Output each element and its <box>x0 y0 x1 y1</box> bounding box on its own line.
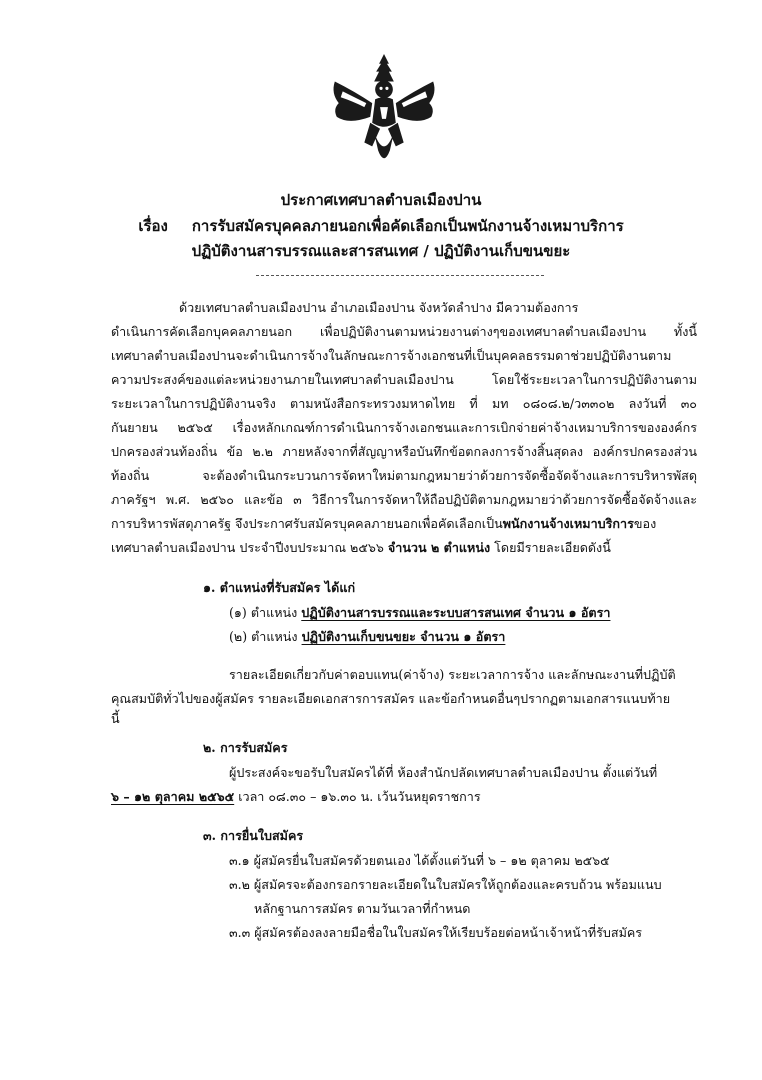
intro-line-4: ความประสงค์ของแต่ละหน่วยงานภายในเทศบาลตำบลเมืองปาน โดยใช้ระยะเวลาในการปฏิบัติงานตาม <box>111 372 697 387</box>
intro-line-11 <box>111 538 611 558</box>
intro-line-11-text: เทศบาลตำบลเมืองปาน ประจำปีงบประมาณ ๒๕๖๖ <box>111 540 388 555</box>
position-item-2-title: ปฏิบัติงานเก็บขนขยะ จำนวน ๑ อัตรา <box>301 629 506 644</box>
intro-line-6: กันยายน ๒๕๖๕ เรื่องหลักเกณฑ์การดำเนินการจ้างเอกชนและการเบิกจ่ายค่าจ้างเหมาบริการขององค์กร <box>111 420 697 435</box>
position-item-1-prefix: (๑) ตำแหน่ง <box>229 605 302 620</box>
intro-line-11-end: โดยมีรายละเอียดดังนี้ <box>490 540 611 555</box>
position-item-1-title: ปฏิบัติงานสารบรรณและระบบสารสนเทศ จำนวน ๑ อัตรา <box>301 605 611 620</box>
position-item-2 <box>229 627 505 647</box>
intro-line-9: ภาครัฐฯ พ.ศ. ๒๕๖๐ และข้อ ๓ วิธีการในการจัดหาให้ถือปฏิบัติตามกฎหมายว่าด้วยการจัดซื้อจัดจ้างและ <box>111 492 697 507</box>
details-line-2: คุณสมบัติทั่วไปของผู้สมัคร รายละเอียดเอกสารการสมัคร และข้อกำหนดอื่นๆปรากฏตามเอกสารแนบท้าย <box>111 691 671 706</box>
intro-line-10-end: ของ <box>633 516 657 531</box>
garuda-emblem-icon <box>325 52 443 170</box>
application-date-range: ๖ – ๑๒ ตุลาคม ๒๕๖๕ <box>111 789 235 804</box>
section-1-heading: ๑. ตำแหน่งที่รับสมัคร ได้แก่ <box>203 580 356 595</box>
section-2-line-2 <box>111 787 481 807</box>
subject-text: การรับสมัครบุคคลภายนอกเพื่อคัดเลือกเป็นพนักงานจ้างเหมาบริการ <box>191 217 624 235</box>
intro-line-7: ปกครองส่วนท้องถิ่น ข้อ ๒.๒ ภายหลังจากที่สัญญาหรือบันทึกข้อตกลงการจ้างสิ้นสุดลง องค์กรปกครองส่วน <box>111 444 697 459</box>
position-item-2-prefix: (๒) ตำแหน่ง <box>229 629 302 644</box>
intro-line-8: ท้องถิ่น จะต้องดำเนินกระบวนการจัดหาใหม่ตามกฎหมายว่าด้วยการจัดซื้อจัดจ้างและการบริหารพัสดุ <box>111 468 697 483</box>
intro-line-2: ดำเนินการคัดเลือกบุคคลภายนอก เพื่อปฏิบัติงานตามหน่วยงานต่างๆของเทศบาลตำบลเมืองปาน ทั้งนี้ <box>111 324 697 339</box>
section-3-item-2-cont: หลักฐานการสมัคร ตามวันเวลาที่กำหนด <box>254 901 471 916</box>
intro-line-10-emphasis: พนักงานจ้างเหมาบริการ <box>502 516 634 531</box>
subject-line <box>0 216 762 236</box>
section-3-item-3: ๓.๓ ผู้สมัครต้องลงลายมือชื่อในใบสมัครให้เรียบร้อยต่อหน้าเจ้าหน้าที่รับสมัคร <box>229 925 643 940</box>
section-2-line-1: ผู้ประสงค์จะขอรับใบสมัครได้ที่ ห้องสำนักปลัดเทศบาลตำบลเมืองปาน ตั้งแต่วันที่ <box>229 765 658 780</box>
intro-line-10 <box>111 514 656 534</box>
section-3-item-2: ๓.๒ ผู้สมัครจะต้องกรอกรายละเอียดในใบสมัครให้ถูกต้องและครบถ้วน พร้อมแนบ <box>229 877 662 892</box>
announcement-title: ประกาศเทศบาลตำบลเมืองปาน <box>280 191 482 209</box>
details-line-1: รายละเอียดเกี่ยวกับค่าตอบแทน(ค่าจ้าง) ระยะเวลาการจ้าง และลักษณะงานที่ปฏิบัติ <box>229 667 676 682</box>
section-2-heading: ๒. การรับสมัคร <box>203 740 288 755</box>
subject-label: เรื่อง <box>138 217 168 235</box>
application-time: เวลา ๐๘.๓๐ – ๑๖.๓๐ น. เว้นวันหยุดราชการ <box>234 789 481 804</box>
intro-line-5: ระยะเวลาในการปฏิบัติงานจริง ตามหนังสือกระทรวงมหาดไทย ที่ มท ๐๘๐๘.๒/ว๓๓๐๒ ลงวันที่ ๓๐ <box>111 396 697 411</box>
intro-line-1: ด้วยเทศบาลตำบลเมืองปาน อำเภอเมืองปาน จังหวัดลำปาง มีความต้องการ <box>179 300 579 315</box>
section-3-item-1: ๓.๑ ผู้สมัครยื่นใบสมัครด้วยตนเอง ได้ตั้งแต่วันที่ ๖ – ๑๒ ตุลาคม ๒๕๖๕ <box>229 853 610 868</box>
details-line-3: นี้ <box>111 711 120 726</box>
intro-line-10-text: การบริหารพัสดุภาครัฐ จึงประกาศรับสมัครบุคคลภายนอกเพื่อคัดเลือกเป็น <box>111 516 503 531</box>
subject-line-2: ปฏิบัติงานสารบรรณและสารสนเทศ / ปฏิบัติงานเก็บขนขยะ <box>191 242 571 260</box>
position-item-1 <box>229 603 610 623</box>
section-3-heading: ๓. การยื่นใบสมัคร <box>203 828 304 843</box>
title-divider <box>256 275 544 276</box>
intro-line-3: เทศบาลตำบลเมืองปานจะดำเนินการจ้างในลักษณะการจ้างเอกชนที่เป็นบุคคลธรรมดาช่วยปฏิบัติงานตาม <box>111 348 672 363</box>
position-count: จำนวน ๒ ตำแหน่ง <box>387 540 491 555</box>
